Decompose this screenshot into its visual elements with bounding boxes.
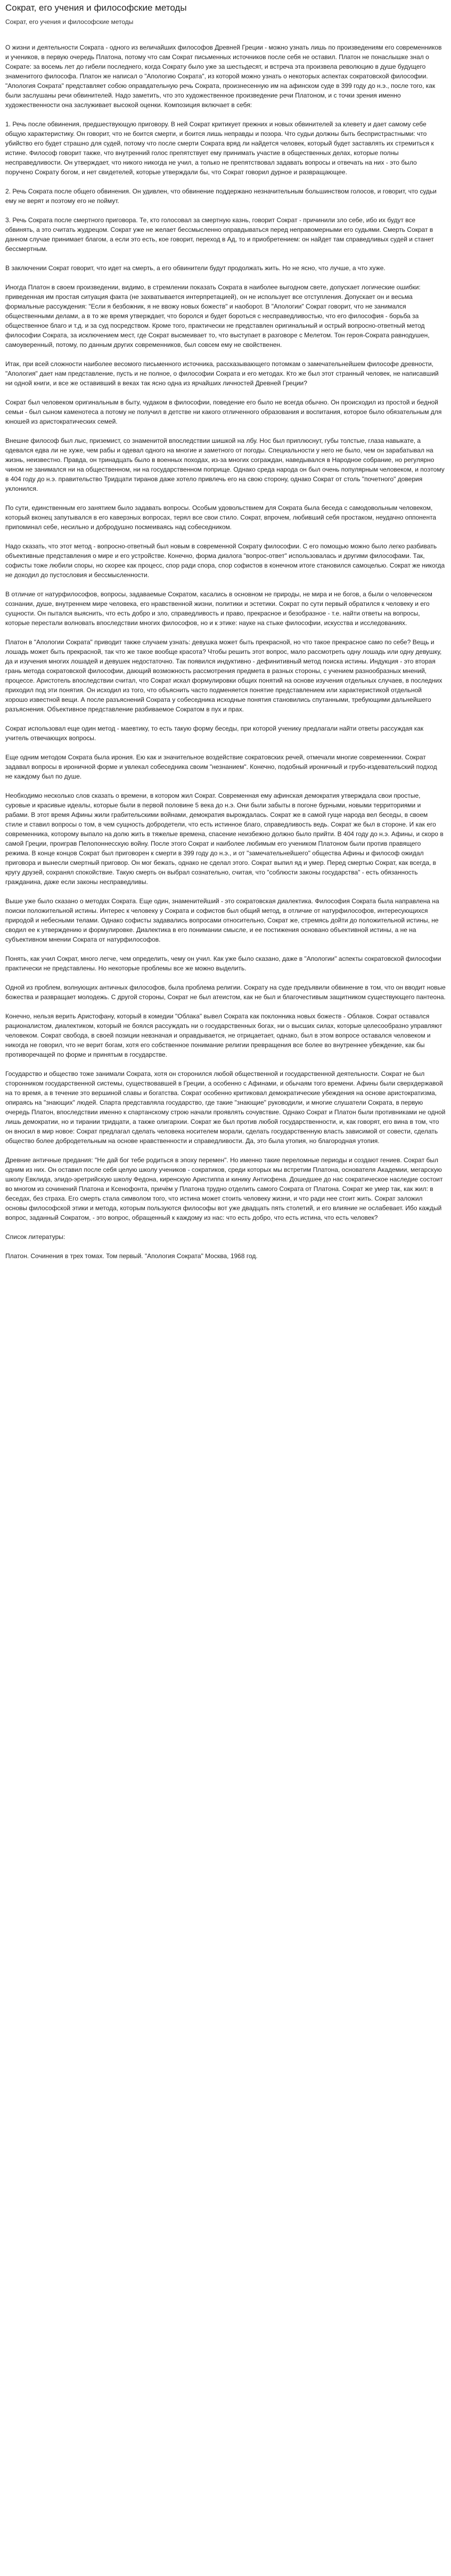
page-title: Сократ, его учения и философские методы <box>5 3 187 13</box>
references-heading: Список литературы: <box>5 1233 65 1241</box>
reference-item: Платон. Сочинения в трех томах. Том первый. "Апология Сократа" Москва, 1968 год. <box>5 1252 258 1260</box>
paragraph-irony: Еще одним методом Сократа была ирония. Ею как и значительное воздействие сократовских речей, отмечали многие современники. Сократ задавал вопросы в ироничной форме и увлекал собеседника своим "незнанием". Конечно, подобный ироничный и грубо-издевательский подход не каждому был по душе. <box>5 754 437 780</box>
paragraph-appearance: Внешне философ был лыс, приземист, со знаменитой впоследствии шишкой на лбу. Нос был приплюснут, губы толстые, глаза навыкате, а одевался едва ли не хуже, чем рабы и одевал одного на многие и заметного от погоды. Специальности у него не было, чем он зарабатывал на жизнь, неизвестно. Правда, он тринадцать было в военных походах, из-за многих сограждан, наведывался в Народное собрание, но регулярно чином не занимался ни на общественном, ни на государственном поприще. Однако среда народа он был очень популярным человеком, и поэтому в 404 году до н.э. правительство Тридцати тиранов даже хотело привлечь его на свою сторону, однако Сократ от столь "почетного" доверия уклонился. <box>5 437 445 492</box>
page-subtitle: Сократ, его учения и философские методы <box>5 18 134 26</box>
paragraph-what-he-taught: Понять, как учил Сократ, много легче, чем определить, чему он учил. Как уже было сказано, даже в "Апологии" аспекты сократовской философии практически не представлены. Но некоторые проблемы все же можно выделить. <box>5 955 441 972</box>
paragraph-speech-3: 3. Речь Сократа после смертного приговора. Те, кто голосовал за смертную казнь, говорит Сократ - причинили зло себе, ибо их будут все обвинять, а это считать жудрецом. Сократ уже не желает бессмысленно оправдываться перед неправомерными его судьями. Смерть Сократ в данном случае принимает благом, а если это есть, кое говорит, переход в Ад, то и приобретением: он найдет там справедливых судей и станет бессмертным. <box>5 216 434 253</box>
paragraph-plato-errors: Иногда Платон в своем произведении, видимо, в стремлении показать Сократа в наиболее выгодном свете, допускает логические ошибки: приведенная им простая ситуация факта (не захватывается интерпретацией), он не использует все отступления. Допускает он и весьма формальные рассуждения: "Если я безбожник, я не ввожу новых божеств" и наоборот. В "Апологии" Сократ говорит, что не занимался общественными делами, а в то же время утверждает, что боролся и будет бороться с несправедливостью, что его философия - борьба за общественное благо и т.д. и за суд посредством. Кроме того, практически не представлен оригинальный и острый вопросно-ответный метод философии Сократа, за исключением мест, где Сократ высмеивает то, что выступает в разговоре с Мелетом. Тон героя-Сократа равнодушен, самоуверенный, потому, по данным других современников, был совсем ему не свойственен. <box>5 283 430 349</box>
paragraph-aristophanes: Конечно, нельзя верить Аристофану, который в комедии "Облака" вывел Сократа как поклонника новых божеств - Облаков. Сократ оставался рационалистом, диалектиком, который не боялся рассуждать ни о государственных богах, ни о высших силах, которые целесообразно управляют человеком. Сократ свобода, в своей позиции невзначая и оправдывается, не отрицаетает, однако, был в этом вопросе оставался человеком и никогда не говорил, что не верит богам, хотя его собственное понимание религии превращения все более во внутреннее убеждение, как бы противоречащей по форме и принятым в государстве. <box>5 1012 442 1058</box>
paragraph-speech-2: 2. Речь Сократа после общего обвинения. Он удивлен, что обвинение поддержано незначительным большинством голосов, и говорит, что судьи ему не верят и поэтому его не поймут. <box>5 188 437 205</box>
paragraph-conclusion-speech: В заключении Сократ говорит, что идет на смерть, а его обвинители будут продолжать жить. Но не ясно, что лучше, а что хуже. <box>5 264 386 272</box>
paragraph-induction: Платон в "Апологии Сократа" приводит также случаем узнать: девушка может быть прекрасной, но что такое прекрасное само по себе? Вещь и лошадь может быть прекрасной, так что же такое вообще красота? Чтобы решить этот вопрос, мало рассмотреть одну лошадь или одну девушку, да и изучения многих лошадей и девушек недостаточно. Так появился индуктивно - дефинитивный метод поиска истины. Индукция - это вторая грань метода сократовской философии, дающий возможность рассмотрения предмета в разных стороны, с учением разнообразных мнений, процессе. Аристотель впоследствии считал, что Сократ искал формулировки общих понятий на основе изучения отдельных случаев, в последних приходил под эти понятия. Он исходил из того, что объяснить часто подменяется понятие представлением или характеристикой отдельной хорошо известной вещи. А после разъяснений Сократа у собеседника исходные понятия становились спутанными, требующими дальнейшего разъяснения. Объективное представление разбиваемое Сократом в пух и прах. <box>5 638 442 713</box>
paragraph-intro: О жизни и деятельности Сократа - одного из величайших философов Древней Греции - можно узнать лишь по произведениям его современников и учеников, в первую очередь Платона, потому что сам Сократ письменных источников после себя не оставил. Платон не понаслышке знал о Сократе: за восемь лет до гибели последнего, когда Сократу было уже за шестьдесят, и встреча эта произвела революцию в душе будущего знаменитого философа. Платон же написал о "Апологию Сократа", из которой можно узнать о некоторых аспектах сократовской философии. "Апология Сократа" представляет собою оправдательную речь Сократа, произнесенную им на афинском суде в 399 году до н.э., после того, как были заслушаны речи обвинителей. Надо заметить, что это художественное произведение речи Платоном, и с точки зрения именно художественности она заслуживает высокой оценки. Композиция включает в себя: <box>5 44 442 109</box>
references-section <box>5 1232 446 1261</box>
paragraph-legacy: Древние античные предания: "Не дай бог тебе родиться в эпоху перемен". Но именно такие переломные периоды и создают гениев. Сократ был одним из них. Он оставил после себя целую школу учеников - сократиков, среди которых мы встретим Платона, основателя Академии, мегарскую школу Евклида, элидо-эретрийскую школу Федона, киренскую Аристиппа и кинику Антисфена. Дошедшее до нас сократическое наследие состоит во многом из сочинений Платона и Ксенофонта, причём у Платона трудно отделить самого Сократа от Платона. Сократ же умер так, как жил: в беседах, без страха. Его смерть стала символом того, что истина может стоить человеку жизни, и что ради нее стоит жить. Сократ заложил основы философской этики и метода, которым пользуются философы вот уже двадцать пять столетий, и его влияние не ослабевает. Ибо каждый вопрос, заданный Сократом, - это вопрос, обращенный к каждому из нас: что есть добро, что есть истина, что есть человек? <box>5 1156 443 1221</box>
paragraph-dialogue-method: Надо сказать, что этот метод - вопросно-ответный был новым в современной Сократу философии. С его помощью можно было легко разбивать объективные представления о мире и его устройстве. Конечно, форма диалога "вопрос-ответ" использовалась и другими философами. Так, софисты тоже любили споры, но скорее как процесс, спор ради спора, спор софистов в конечном итоге становился самоцелью. Сократ же никогда не доходил до пустословия и бессмысленности. <box>5 542 445 579</box>
paragraph-human-focus: В отличие от натурфилософов, вопросы, задаваемые Сократом, касались в основном не природы, не мира и не богов, а были о человеческом сознании, душе, внутреннем мире человека, его нравственной жизни, политики и эстетики. Сократ по сути первый обратился к человеку и его сущности. Он пытался выяснить, что есть добро и зло, справедливость и право, прекрасное и безобразное - т.е. найти ответы на вопросы, которые перестали волновать впоследствии многих философов, но и к этике: науке на стыке философии, искусства и исследованиях. <box>5 590 432 627</box>
paragraph-speech-1: 1. Речь после обвинения, предшествующую приговору. В ней Сократ критикует прежних и новых обвинителей за клевету и дает самому себе общую характеристику. Он говорит, что не боится смерти, и боится лишь неправды и позора. Что судьи должны быть беспристрастными: что убийство его будет страшно для судей, потому что после смерти Сократа вряд ли найдется человек, который будет заставлять их стремиться к истине. Философ говорит также, что внутренний голос препятствует ему принимать участие в общественных делах, которые полны несправедливости. Он утверждает, что никого никогда не учил, а только не препятствовал задавать вопросы и отвечать на них - это было поручено Сократу богом, и нет свидетелей, которые утверждали бы, что Сократ говорил дурное и развращающее. <box>5 120 434 176</box>
paragraph-historical-context: Необходимо несколько слов сказать о времени, в котором жил Сократ. Современная ему афинская демократия утверждала свои простые, суровые и красивые идеалы, которые были в первой половине 5 века до н.э. Они были забыты в погоне бурными, новыми территориями и рабами. В этот время Афины жили грабительскими войнами, демократия вырождалась. Сократ же в самой гуще народа вел беседы, в своем стиле и ставил вопросы о том, в чем сущность добродетели, что есть истинное благо, справедливость ведь. Сократ же был в стороне. И как его современника, которому выпало на долю жить в тяжелые времена, спасение неизбежно должно было прийти. В 404 году до н.э. Афины, и скоро в самой Греции, проиграв Пелопоннесскую войну. После этого Сократ и наиболее любимым его учеником Платоном были против правящего режима. В конце концов Сократ был приговорен к смерти в 399 году до н.э., и от "замечательнейшего" общества Афины и философ ожидал приговора и вынесли смертный приговор. Он мог бежать, однако не сделал этого. Сократ выпил яд и умер. Перед смертью Сократ, как всегда, в кругу друзей, сохранял спокойствие. Такую смерть он выбрал сознательно, считая, что "соблюсти законы государства" - есть обязанность гражданина, даже если законы несправедливы. <box>5 792 444 886</box>
paragraph-origin: Сократ был человеком оригинальным в быту, чудаком в философии, поведение его было не всегда обычно. Он происходил из простой и бедной семьи - был сыном каменотеса а потому не получил в детстве ни какого отличенного образования и воспитания, которое было обязательным для юношей из аристократических семей. <box>5 399 442 425</box>
paragraph-who-was-socrates: Итак, при всей сложности наиболее весомого письменного источника, рассказывающего потомкам о замечательнейшем философе древности, "Апология" дает нам представление, пусть и не полное, о философии Сократа и его методах. Кто же был этот странный человек, не написавший ни одной книги, и все же оставивший в веках так ясно одна из ярчайших личностей Древней Греции? <box>5 360 439 387</box>
document-page <box>0 0 451 1261</box>
paragraph-maieutics: Сократ использовал еще один метод - маевтику, то есть такую форму беседы, при которой ученику предлагали найти ответы рассуждая как учитель отвечающих вопросы. <box>5 725 424 742</box>
paragraph-dialectics: Выше уже было сказано о методах Сократа. Еще один, знаменитейший - это сократовская диалектика. Философия Сократа была направлена на поиски положительной истины. Интерес к человеку у Сократа и софистов был общий метод, в отличие от натурфилософов, интересующихся природой и небесными телами. Однако софисты задавались вопросами относительно, Сократ же, стремясь дойти до положительной истины, не сводил ее к утверждению и формулировке. Диалектика в его понимании смысле, и ее постижения основано объективной истины, а не на субъективном мнении Сократа от натурфилософов. <box>5 897 439 943</box>
paragraph-state: Государство и общество тоже занимали Сократа, хотя он сторонился любой общественной и государственной деятельности. Сократ не был сторонником государственной системы, существовавшей в Греции, а особенно с Афинами, и обычаям того времени. Афины были сверхдержавой на то время, а в течение это вершиной славы и богатства. Сократ особенно критиковал демократические убеждения на основе аристократизма, опираясь на "знающих" людей. Спарта представляла государство, где такие "знающие" руководили, и многие слушатели Сократа, в первую очередь Платон, впоследствии именно к спартанскому строю начали проявлять сочувствие. Однако Сократ и Платон были противниками не одной лишь демократии, но и тирании тридцати, а также олигархии. Сократ же был против любой государственности, и, как говорят, его вина в том, что он вносил в мир новое: Сократ предлагал сделать человека носителем морали, сделать государственную власть зависимой от совести, сделать общество более добродетельным на основе нравственности и справедливости. Да, это была утопия, но благородная утопия. <box>5 1070 446 1145</box>
paragraph-religion: Одной из проблем, волнующих античных философов, была проблема религии. Сократу на суде предъявили обвинение в том, что он вводит новые божества и развращает молодежь. С другой стороны, Сократ не был атеистом, как не был и благочестивым защитником существующего пантеона. <box>5 984 446 1001</box>
paragraph-questions: По сути, единственным его занятием было задавать вопросы. Особым удовольствием для Сократа была беседа с самодовольным человеком, который вконец запутывался в его каверзных вопросах, терял все свои стило. Сократ, впрочем, любивший себя простаком, неудачно оппонента припоминал себе, несильно и добродушно посмеиваясь над собеседником. <box>5 504 437 531</box>
article-body <box>5 43 446 1222</box>
